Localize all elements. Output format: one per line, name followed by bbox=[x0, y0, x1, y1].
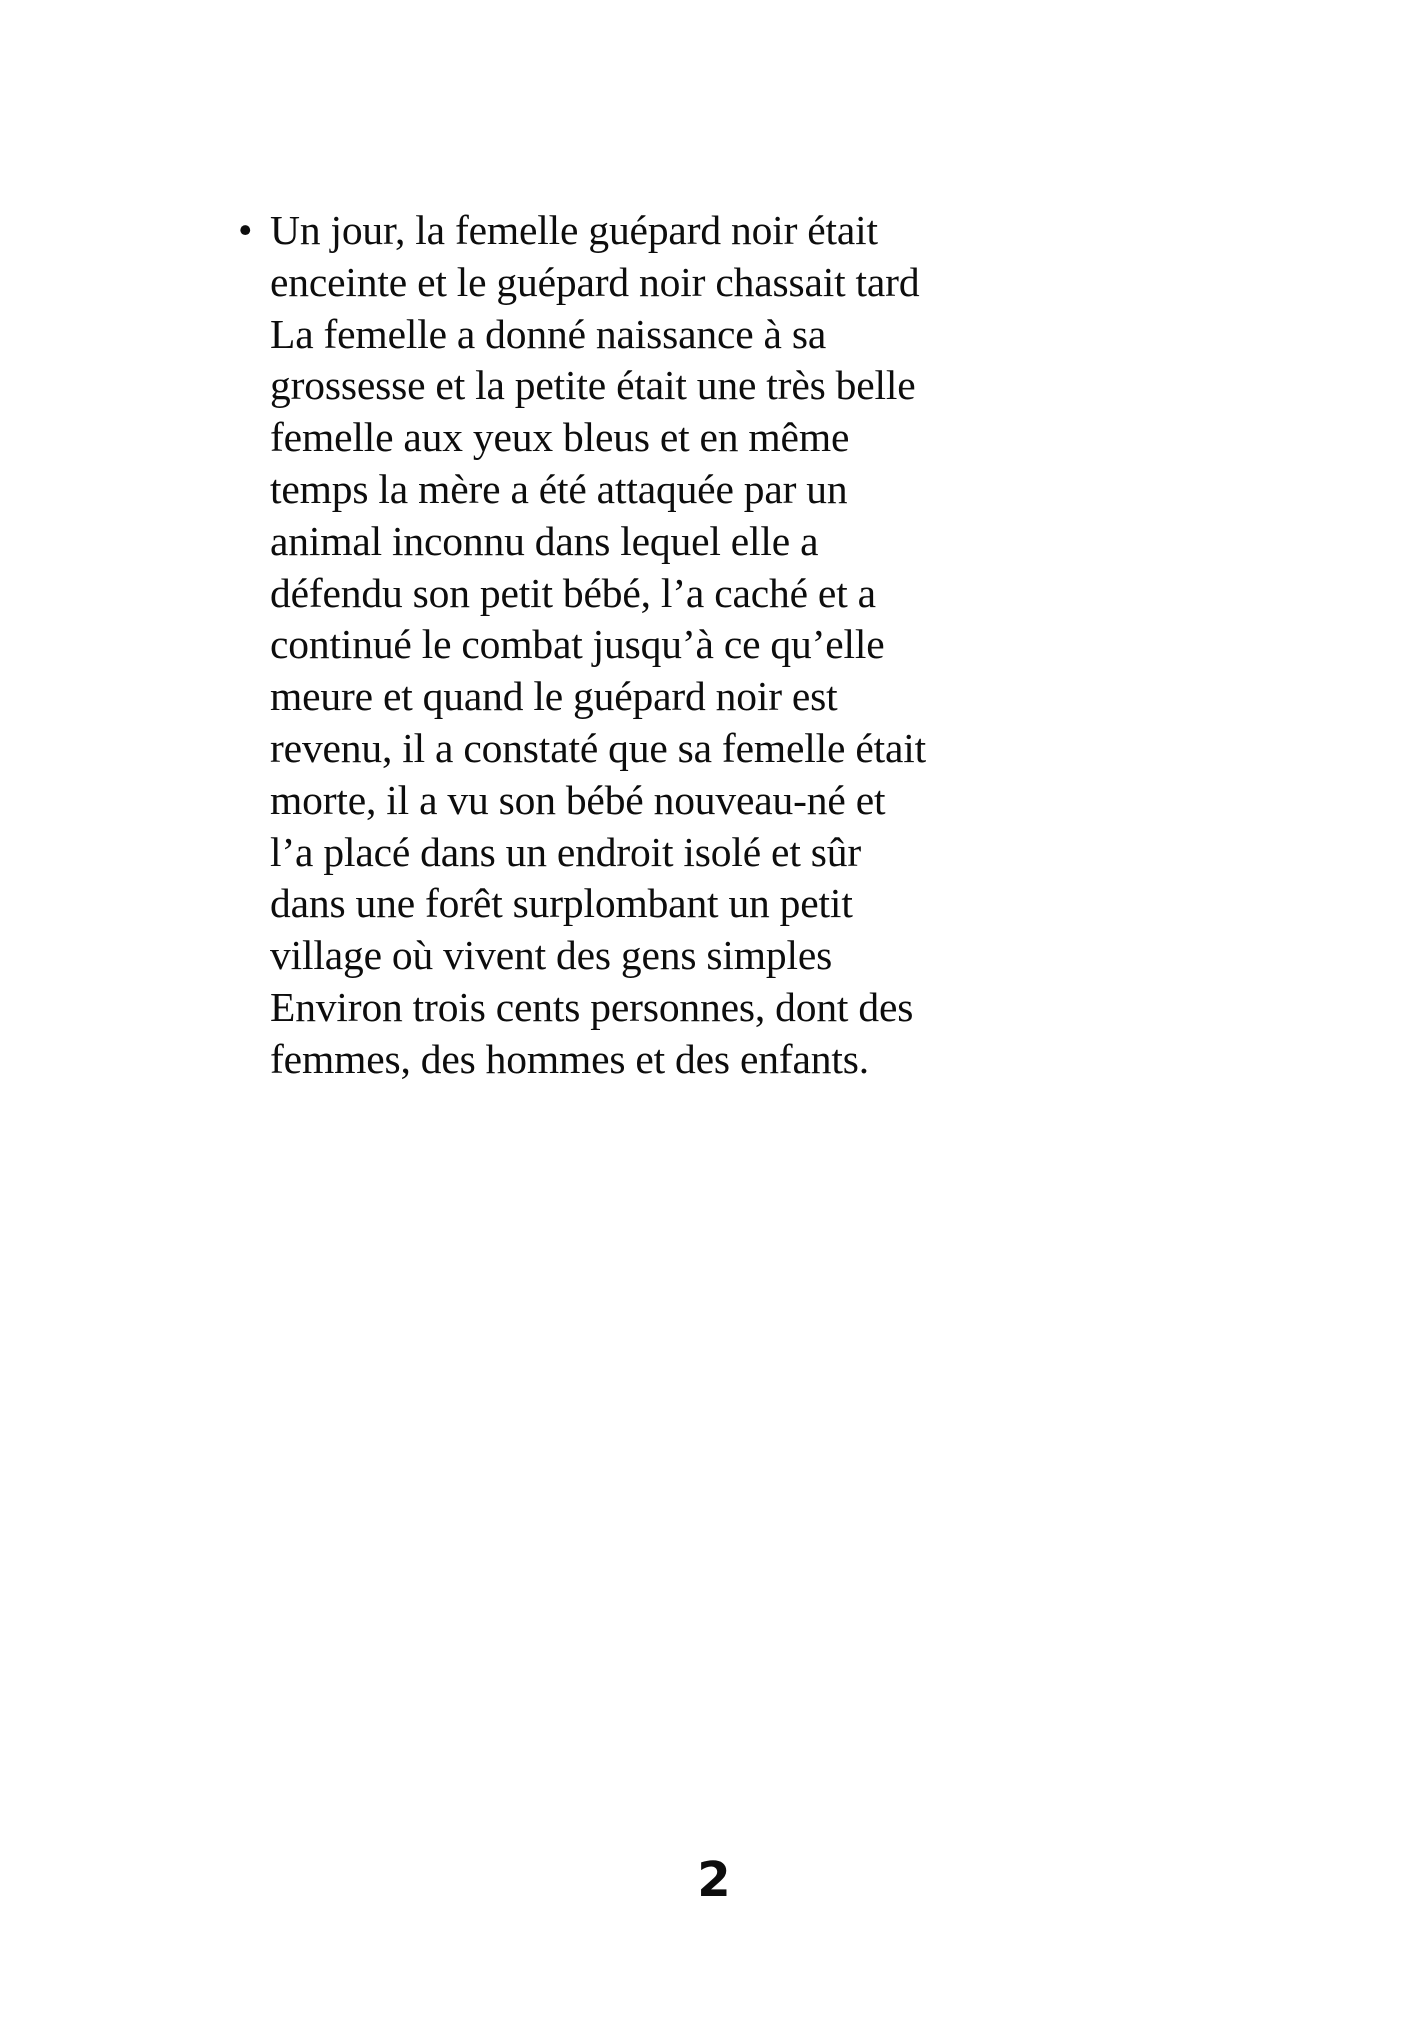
list-item-text: Un jour, la femelle guépard noir était enceinte et le guépard noir chassait tard La femelle a donné naissance à sa grossesse et la petite était une très belle femelle aux yeux bleus et en même temps la mère a été attaquée par un animal inconnu dans lequel elle a défendu son petit bébé, l’a caché et a continué le combat jusqu’à ce qu’elle meure et quand le guépard noir est revenu, il a constaté que sa femelle était morte, il a vu son bébé nouveau-né et l’a placé dans un endroit isolé et sûr dans une forêt surplombant un petit village où vivent des gens simples Environ trois cents personnes, dont des femmes, des hommes et des enfants. bbox=[270, 207, 926, 1082]
page-number: 2 bbox=[697, 1852, 731, 1908]
list-item bbox=[228, 205, 928, 1086]
page-content bbox=[228, 205, 928, 1086]
bulleted-paragraph-list bbox=[228, 205, 928, 1086]
bullet-point-icon: • bbox=[238, 207, 253, 253]
